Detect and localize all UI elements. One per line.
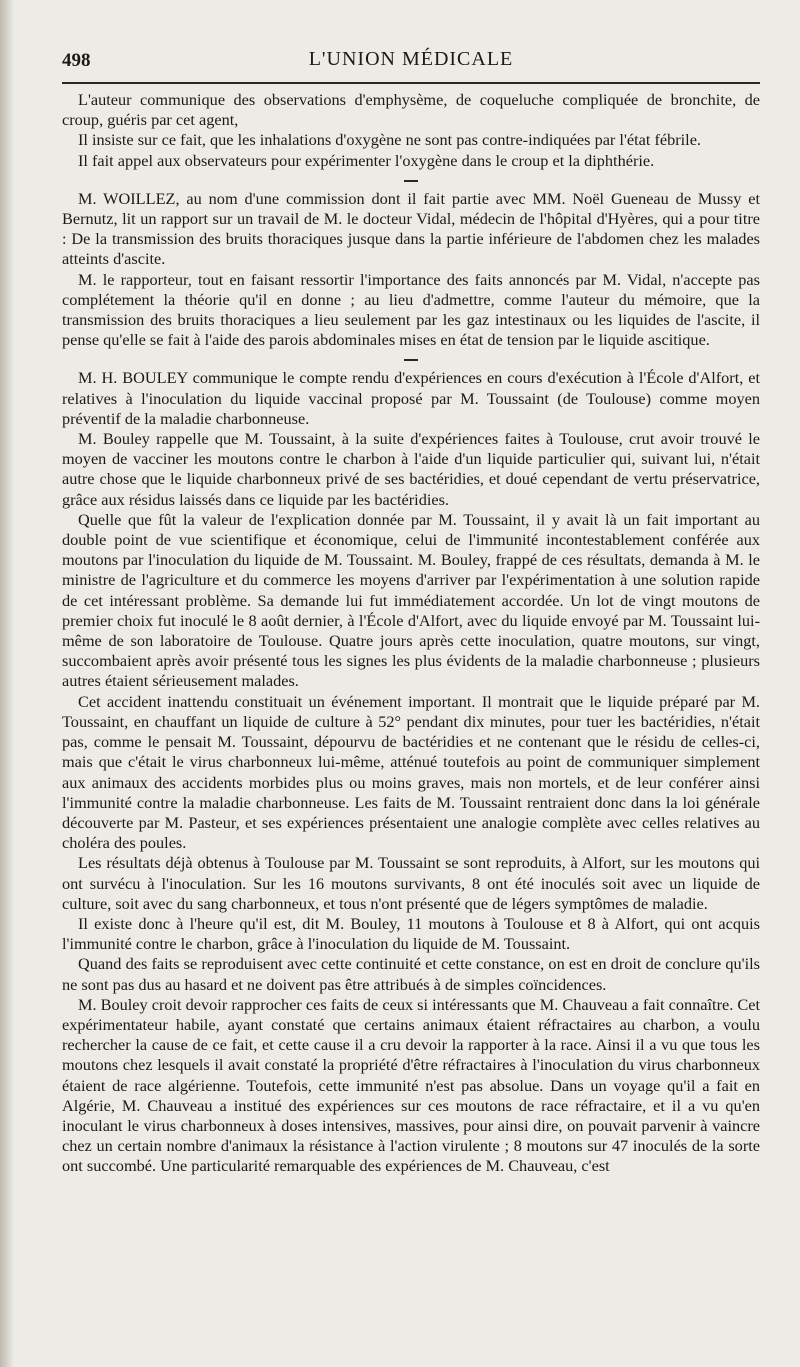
paragraph: L'auteur communique des observations d'emphysème, de coqueluche compliquée de bronchite, de croup, guéris par cet agent, <box>62 90 760 130</box>
paragraph: Il insiste sur ce fait, que les inhalations d'oxygène ne sont pas contre-indiquées par l'état fébrile. <box>78 130 702 150</box>
page-number: 498 <box>62 50 91 71</box>
binding-shadow <box>0 0 14 1367</box>
section-separator <box>404 359 418 361</box>
paragraph: Il existe donc à l'heure qu'il est, dit M. Bouley, 11 moutons à Toulouse et 8 à Alfort, qui ont acquis l'immunité contre le charbon, grâce à l'inoculation du liquide de M. Toussaint. <box>62 913 760 954</box>
article-body <box>62 90 760 1177</box>
running-head: L'UNION MÉDICALE <box>308 48 514 70</box>
paragraph: Quelle que fût la valeur de l'explication donnée par M. Toussaint, il y avait là un fait important au double point de vue scientifique et économique, celui de l'immunité incontestablement conférée aux moutons par l'inoculation du liquide de M. Toussaint. M. Bouley, frappé de ces résultats, demanda à M. le ministre de l'agriculture et du commerce les moyens d'arriver par l'expérimentation à une solution rapide de cet intéressant problème. Sa demande lui fut immédiatement accordée. Un lot de vingt moutons de premier choix fut inoculé le 8 août dernier, à l'École d'Alfort, avec du liquide envoyé par M. Toussaint lui-même de son laboratoire de Toulouse. Quatre jours après cette inoculation, quatre moutons, sur vingt, succombaient après avoir présenté tous les signes les plus évidents de la maladie charbonneuse ; plusieurs autres étaient sérieusement malades. <box>62 509 760 691</box>
paragraph: Il fait appel aux observateurs pour expérimenter l'oxygène dans le croup et la diphthérie. <box>78 150 655 170</box>
section-separator <box>404 180 418 182</box>
paragraph: Quand des faits se reproduisent avec cette continuité et cette constance, on est en droit de conclure qu'ils ne sont pas dus au hasard et ne doivent pas être attribués à de simples coïncidences. <box>62 954 760 994</box>
paragraph: M. WOILLEZ, au nom d'une commission dont il fait partie avec MM. Noël Gueneau de Mussy et Bernutz, lit un rapport sur un travail de M. le docteur Vidal, médecin de l'hôpital d'Hyères, qui a pour titre : De la transmission des bruits thoraciques jusque dans la partie inférieure de l'abdomen chez les malades atteints d'ascite. <box>62 188 760 269</box>
paragraph: M. le rapporteur, tout en faisant ressortir l'importance des faits annoncés par M. Vidal, n'accepte pas complétement la théorie qu'il en donne ; au lieu d'admettre, comme l'auteur du mémoire, que la transmission des bruits thoraciques a lieu seulement par les gaz intestinaux ou les liquides de l'ascite, il pense qu'elle se fait à l'aide des parois abdominales mises en état de tension par le liquide ascitique. <box>62 269 760 350</box>
paragraph: Les résultats déjà obtenus à Toulouse par M. Toussaint se sont reproduits, à Alfort, sur les moutons qui ont survécu à l'inoculation. Sur les 16 moutons survivants, 8 ont été inoculés soit avec un liquide de culture, soit avec du sang charbonneux, et tous n'ont présenté que de légers symptômes de maladie. <box>62 853 760 913</box>
paragraph: Cet accident inattendu constituait un événement important. Il montrait que le liquide préparé par M. Toussaint, en chauffant un liquide de culture à 52° pendant dix minutes, pour tuer les bactéridies, n'était pas, comme le pensait M. Toussaint, dépourvu de bactéridies et ne contenant que le résidu de celles-ci, mais que c'était le virus charbonneux lui-même, atténué toutefois au point de communiquer simplement aux animaux des accidents morbides plus ou moins graves, mais non mortels, et de leur conférer ainsi l'immunité contre la maladie charbonneuse. Les faits de M. Toussaint rentraient donc dans la loi générale découverte par M. Pasteur, et ses expériences présentaient une analogie complète avec celles relatives au choléra des poules. <box>62 691 760 853</box>
paragraph: M. Bouley rappelle que M. Toussaint, à la suite d'expériences faites à Toulouse, crut avoir trouvé le moyen de vacciner les moutons contre le charbon à l'aide d'un liquide particulier qui, suivant lui, n'était autre chose que le liquide charbonneux privé de ses bactéridies, et doué cependant de vertu préservatrice, grâce aux résidus laissés dans ce liquide par les bactéridies. <box>62 429 760 509</box>
page-header <box>62 46 760 76</box>
paragraph: M. Bouley croit devoir rapprocher ces faits de ceux si intéressants que M. Chauveau a fait connaître. Cet expérimentateur habile, ayant constaté que certains animaux étaient réfractaires au charbon, a voulu rechercher la cause de ce fait, et cette cause il a cru devoir la rapporter à la race. Ainsi il a vu que tous les moutons chez lesquels il avait constaté la propriété d'être réfractaires à l'inoculation du virus charbonneux étaient de race algérienne. Toutefois, cette immunité n'est pas absolue. Dans un voyage qu'il a fait en Algérie, M. Chauveau a institué des expériences sur ces moutons de race réfractaire, et il a vu qu'en inoculant le virus charbonneux à doses intensives, massives, pour ainsi dire, on pouvait parvenir à vaincre chez un certain nombre d'animaux la résistance à l'action virulente ; 8 moutons sur 47 inoculés de la sorte ont succombé. Une particularité remarquable des expériences de M. Chauveau, c'est <box>62 994 760 1176</box>
header-rule <box>62 82 760 84</box>
paragraph: M. H. BOULEY communique le compte rendu d'expériences en cours d'exécution à l'École d'Alfort, et relatives à l'inoculation du liquide vaccinal proposé par M. Toussaint (de Toulouse) comme moyen préventif de la maladie charbonneuse. <box>62 368 760 428</box>
